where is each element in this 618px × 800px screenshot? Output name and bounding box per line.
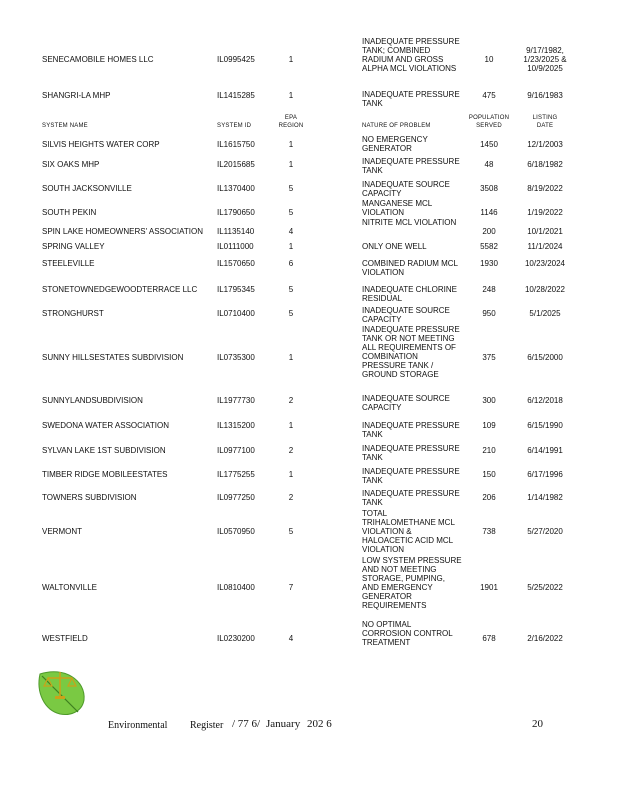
table-cell-region: 5: [288, 527, 294, 536]
table-cell-population: 248: [482, 285, 496, 294]
table-cell-name: SHANGRI-LA MHP: [42, 91, 111, 100]
table-cell-population: 300: [482, 396, 496, 405]
table-cell-nature: NO OPTIMAL CORROSION CONTROL TREATMENT: [362, 620, 453, 647]
footer-issue: / 77 6/: [232, 718, 261, 730]
table-cell-name: SYLVAN LAKE 1ST SUBDIVISION: [42, 446, 166, 455]
table-cell-nature: TOTAL TRIHALOMETHANE MCL VIOLATION & HALOACETIC ACID MCL VIOLATION: [362, 509, 455, 554]
table-cell-population: 1450: [480, 140, 498, 149]
table-cell-date: 6/14/1991: [527, 446, 563, 455]
page-number: 20: [532, 718, 543, 730]
table-cell-population: 3508: [480, 184, 498, 193]
table-cell-name: WALTONVILLE: [42, 583, 97, 592]
table-cell-id: IL0111000: [217, 242, 254, 251]
table-cell-region: 4: [288, 634, 294, 643]
table-cell-nature: INADEQUATE SOURCE CAPACITY: [362, 180, 450, 198]
footer-year: 202 6: [307, 718, 332, 730]
table-cell-id: IL0570950: [217, 527, 255, 536]
table-cell-name: STEELEVILLE: [42, 259, 95, 268]
table-cell-id: IL1570650: [217, 259, 255, 268]
table-cell-region: 1: [288, 470, 294, 479]
footer-register: Register: [190, 720, 224, 731]
table-cell-region: 2: [288, 446, 294, 455]
table-cell-date: 5/27/2020: [527, 527, 563, 536]
table-cell-nature: ONLY ONE WELL: [362, 242, 427, 251]
table-cell-name: SPIN LAKE HOMEOWNERS' ASSOCIATION: [42, 227, 203, 236]
table-cell-date: 6/18/1982: [527, 160, 563, 169]
table-cell-id: IL1615750: [217, 140, 255, 149]
table-cell-date: 6/17/1996: [527, 470, 563, 479]
table-cell-region: 2: [288, 493, 294, 502]
table-cell-name: SUNNYLANDSUBDIVISION: [42, 396, 143, 405]
table-cell-population: 10: [484, 55, 494, 64]
table-cell-population: 375: [482, 353, 496, 362]
table-cell-population: 150: [482, 470, 496, 479]
table-cell-date: 10/23/2024: [524, 259, 566, 268]
table-cell-region: 1: [288, 140, 294, 149]
table-cell-nature: INADEQUATE CHLORINE RESIDUAL: [362, 285, 457, 303]
table-cell-date: 2/16/2022: [527, 634, 563, 643]
table-cell-id: IL1790650: [217, 208, 255, 217]
table-cell-region: 6: [288, 259, 294, 268]
table-cell-name: SILVIS HEIGHTS WATER CORP: [42, 140, 160, 149]
table-cell-id: IL1370400: [217, 184, 255, 193]
table-cell-name: SPRING VALLEY: [42, 242, 105, 251]
table-cell-population: 5582: [480, 242, 498, 251]
table-cell-population: 210: [482, 446, 496, 455]
table-cell-date: 6/15/2000: [527, 353, 563, 362]
table-cell-date: 1/14/1982: [527, 493, 563, 502]
table-cell-id: IL0230200: [217, 634, 255, 643]
table-cell-date: 8/19/2022: [527, 184, 563, 193]
table-cell-name: WESTFIELD: [42, 634, 88, 643]
footer-publication: Environmental: [108, 720, 168, 731]
table-cell-id: IL1977730: [217, 396, 255, 405]
table-cell-date: 1/19/2022: [527, 208, 563, 217]
table-cell-region: 5: [288, 309, 294, 318]
table-cell-id: IL0735300: [217, 353, 255, 362]
table-cell-region: 1: [288, 55, 294, 64]
column-header-population: POPULATION SERVED: [468, 115, 510, 129]
table-cell-region: 4: [288, 227, 294, 236]
table-cell-name: SOUTH JACKSONVILLE: [42, 184, 132, 193]
table-cell-id: IL1795345: [217, 285, 255, 294]
table-cell-population: 1930: [480, 259, 498, 268]
table-cell-nature: INADEQUATE PRESSURE TANK: [362, 421, 460, 439]
table-cell-region: 2: [288, 396, 294, 405]
table-cell-name: STRONGHURST: [42, 309, 104, 318]
table-cell-nature: INADEQUATE SOURCE CAPACITY: [362, 306, 450, 324]
table-cell-id: IL1415285: [217, 91, 255, 100]
table-cell-date: 9/17/1982, 1/23/2025 & 10/9/2025: [523, 46, 567, 73]
column-header-system-id: SYSTEM ID: [217, 123, 252, 129]
table-cell-name: VERMONT: [42, 527, 82, 536]
table-cell-name: SUNNY HILLSESTATES SUBDIVISION: [42, 353, 184, 362]
table-cell-nature: INADEQUATE SOURCE CAPACITY: [362, 394, 450, 412]
table-cell-region: 1: [288, 91, 294, 100]
table-cell-nature: LOW SYSTEM PRESSURE AND NOT MEETING STORAGE, PUMPING, AND EMERGENCY GENERATOR REQUIREMENTS: [362, 556, 462, 610]
table-cell-nature: INADEQUATE PRESSURE TANK: [362, 467, 460, 485]
table-cell-population: 48: [484, 160, 494, 169]
table-cell-nature: INADEQUATE PRESSURE TANK: [362, 489, 460, 507]
column-header-epa-region: EPA REGION: [278, 115, 304, 129]
table-cell-id: IL0977250: [217, 493, 255, 502]
footer-month: January: [266, 718, 301, 730]
table-cell-id: IL0810400: [217, 583, 255, 592]
table-cell-id: IL1315200: [217, 421, 255, 430]
leaf-scale-logo-icon: [34, 666, 90, 718]
table-cell-region: 5: [288, 208, 294, 217]
table-cell-date: 11/1/2024: [527, 242, 563, 251]
table-cell-population: 109: [482, 421, 496, 430]
table-cell-population: 475: [482, 91, 496, 100]
table-cell-date: 12/1/2003: [527, 140, 563, 149]
table-cell-region: 1: [288, 353, 294, 362]
table-cell-nature: NITRITE MCL VIOLATION: [362, 218, 457, 227]
table-cell-nature: MANGANESE MCL VIOLATION: [362, 199, 432, 217]
table-cell-id: IL1775255: [217, 470, 255, 479]
table-cell-nature: INADEQUATE PRESSURE TANK: [362, 444, 460, 462]
table-cell-date: 6/15/1990: [527, 421, 563, 430]
table-cell-name: SOUTH PEKIN: [42, 208, 97, 217]
column-header-listing-date: LISTING DATE: [532, 115, 558, 129]
table-cell-nature: INADEQUATE PRESSURE TANK: [362, 90, 460, 108]
table-cell-date: 5/25/2022: [527, 583, 563, 592]
table-cell-nature: INADEQUATE PRESSURE TANK OR NOT MEETING ALL REQUIREMENTS OF COMBINATION PRESSURE TANK / GROUND STORAGE: [362, 325, 460, 379]
table-cell-date: 9/16/1983: [527, 91, 563, 100]
table-cell-population: 950: [482, 309, 496, 318]
table-cell-nature: NO EMERGENCY GENERATOR: [362, 135, 428, 153]
table-cell-population: 200: [482, 227, 496, 236]
table-cell-region: 1: [288, 160, 294, 169]
table-cell-region: 5: [288, 285, 294, 294]
table-cell-nature: INADEQUATE PRESSURE TANK: [362, 157, 460, 175]
table-cell-date: 10/28/2022: [524, 285, 566, 294]
table-cell-id: IL1135140: [217, 227, 255, 236]
table-cell-region: 5: [288, 184, 294, 193]
table-cell-id: IL0977100: [217, 446, 255, 455]
table-cell-id: IL2015685: [217, 160, 255, 169]
table-cell-population: 738: [482, 527, 496, 536]
table-cell-date: 10/1/2021: [527, 227, 563, 236]
table-cell-name: SWEDONA WATER ASSOCIATION: [42, 421, 169, 430]
column-header-nature: NATURE OF PROBLEM: [362, 123, 431, 129]
table-cell-name: STONETOWNEDGEWOODTERRACE LLC: [42, 285, 198, 294]
table-cell-date: 6/12/2018: [527, 396, 563, 405]
table-cell-name: SENECAMOBILE HOMES LLC: [42, 55, 154, 64]
table-cell-population: 1146: [480, 208, 498, 217]
table-cell-population: 678: [482, 634, 496, 643]
table-cell-region: 1: [288, 421, 294, 430]
table-cell-name: SIX OAKS MHP: [42, 160, 100, 169]
logo: [34, 666, 90, 718]
table-cell-id: IL0710400: [217, 309, 255, 318]
table-cell-date: 5/1/2025: [529, 309, 561, 318]
table-cell-name: TIMBER RIDGE MOBILEESTATES: [42, 470, 168, 479]
table-cell-name: TOWNERS SUBDIVISION: [42, 493, 137, 502]
table-cell-population: 206: [482, 493, 496, 502]
column-header-system-name: SYSTEM NAME: [42, 123, 88, 129]
table-cell-population: 1901: [480, 583, 498, 592]
table-cell-id: IL0995425: [217, 55, 255, 64]
table-cell-region: 7: [288, 583, 294, 592]
table-cell-nature: INADEQUATE PRESSURE TANK; COMBINED RADIUM AND GROSS ALPHA MCL VIOLATIONS: [362, 37, 460, 73]
table-cell-nature: COMBINED RADIUM MCL VIOLATION: [362, 259, 458, 277]
table-cell-region: 1: [288, 242, 294, 251]
